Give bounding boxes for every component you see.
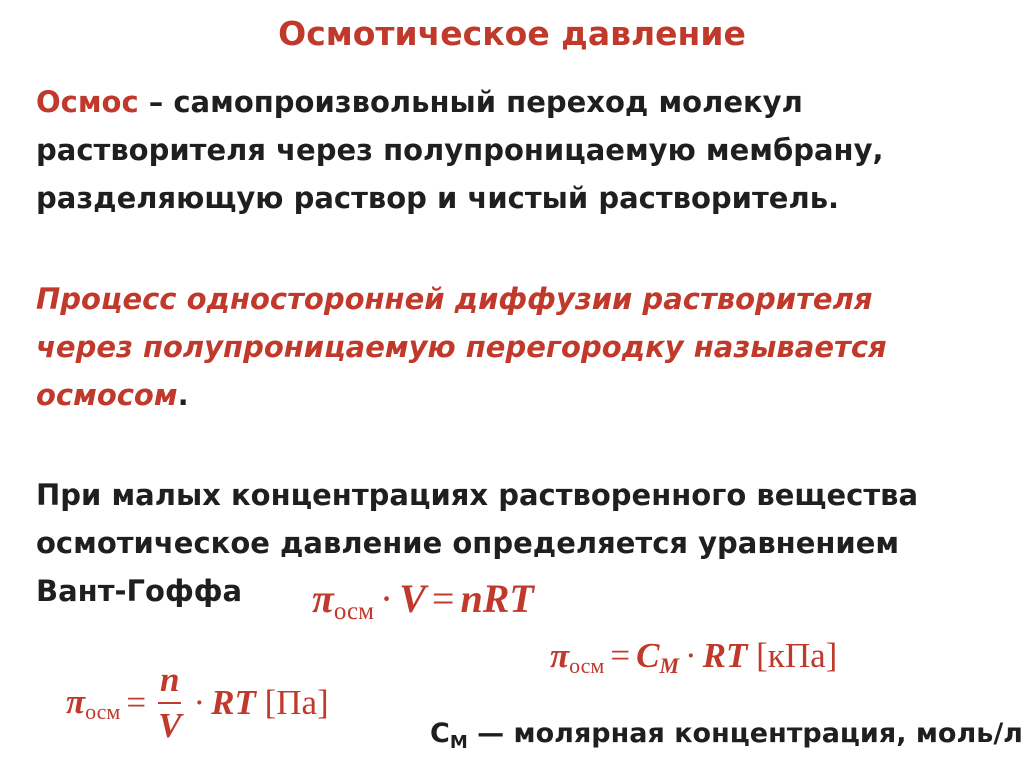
formula-vant-hoff [312,575,534,626]
formula1-rhs: nRT [460,576,534,621]
formula2-subscript: осм [569,653,605,678]
process-definition-period: . [177,378,189,412]
formula2-rt: RT [702,636,748,675]
formula-fraction-pa [66,660,329,752]
formula2-dot: · [685,636,697,675]
process-definition [36,275,996,419]
formula3-subscript: осм [85,698,121,724]
process-definition-line-1: Процесс односторонней диффузии растворителя [36,282,873,316]
formula3-fraction-bar [158,702,181,704]
formula2-pi: π [550,636,570,675]
process-definition-line-2: через полупроницаемую перегородку называется [36,330,887,364]
formula3-pi: π [66,681,86,721]
formula2-unit: [кПа] [756,636,838,675]
molar-concentration-note [430,718,1023,753]
formula3-fraction [158,660,181,746]
formula3-denominator: V [158,706,182,745]
note-text: — молярная концентрация, моль/л [467,718,1023,749]
process-definition-line-3 [36,371,996,419]
osmos-term: Осмос [36,85,139,119]
formula2-c: C [636,636,660,675]
vant-hoff-line-3: Вант-Гоффа [36,574,243,608]
vant-hoff-line-2: осмотическое давление определяется уравнением [36,526,900,560]
formula1-subscript: осм [333,598,374,625]
formula-molar-kpa [550,636,837,679]
formula3-unit: [Па] [264,683,329,722]
osmos-definition-line-3: разделяющую раствор и чистый растворитель. [36,181,840,215]
process-definition-term: осмосом [36,378,178,412]
slide-title: Осмотическое давление [278,14,746,53]
vant-hoff-line-1: При малых концентрациях растворенного вещества [36,478,919,512]
formula3-rt: RT [211,683,256,722]
osmos-definition [36,78,996,222]
osmos-definition-line-2: растворителя через полупроницаемую мембрану, [36,133,884,167]
formula3-equals: = [126,683,147,722]
formula1-dot: · [379,576,394,621]
osmos-definition-line-1 [36,78,996,126]
formula3-dot: · [193,683,206,722]
formula2-equals: = [610,636,631,675]
formula1-pi: π [312,576,334,621]
note-c-subscript: M [449,732,468,753]
formula1-volume: V [399,576,426,621]
formula2-c-subscript: M [659,653,680,678]
formula3-numerator: n [160,660,180,699]
formula1-equals: = [431,576,455,621]
osmos-definition-rest: – самопроизвольный переход молекул [138,85,803,119]
note-c: C [430,718,450,749]
